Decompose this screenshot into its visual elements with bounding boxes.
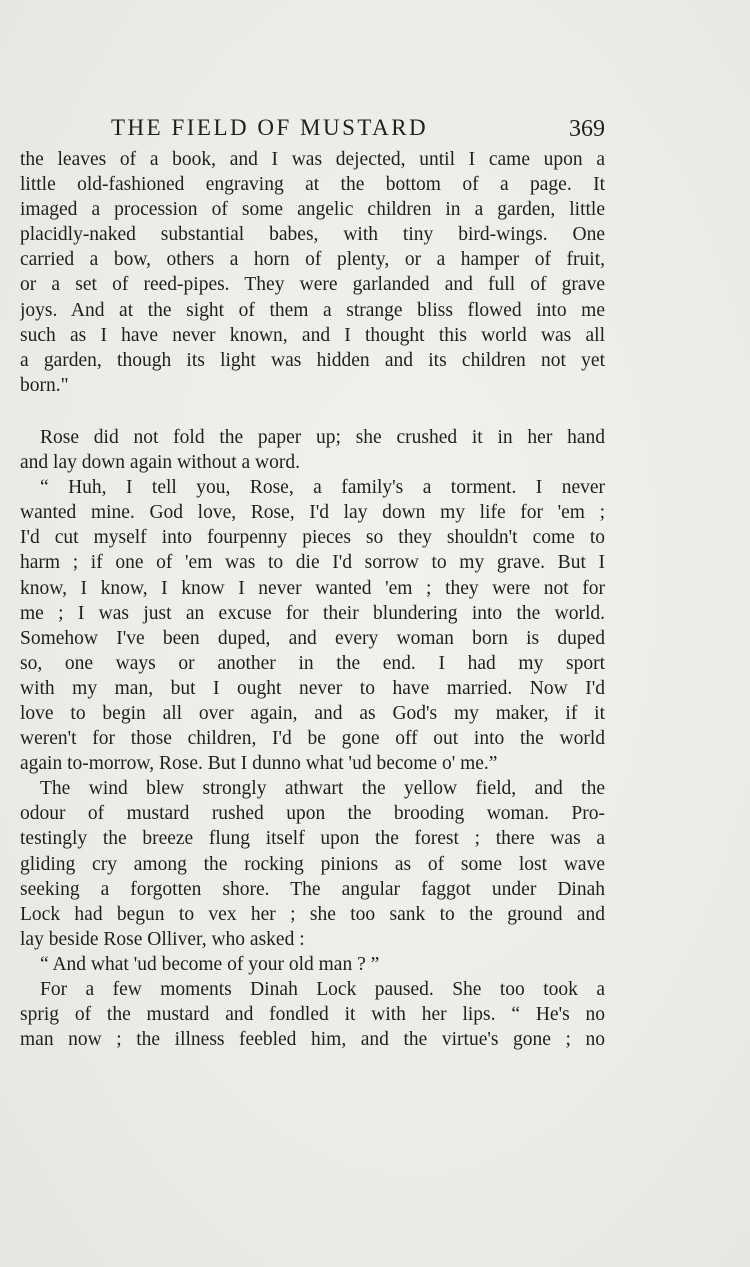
text-line: placidly-naked substantial babes, with tiny bird-wings. One xyxy=(20,224,605,246)
text-line: Rose did not fold the paper up; she crushed it in her hand xyxy=(40,426,605,448)
text-line: man now ; the illness feebled him, and the virtue's gone ; no xyxy=(20,1029,605,1051)
body-text xyxy=(20,147,605,1052)
paragraph xyxy=(20,147,605,398)
paragraph xyxy=(20,776,605,952)
text-line: “ Huh, I tell you, Rose, a family's a torment. I never xyxy=(40,477,605,499)
running-title: THE FIELD OF MUSTARD xyxy=(111,115,429,140)
text-line: For a few moments Dinah Lock paused. She too took a xyxy=(40,979,605,1000)
text-line: know, I know, I know I never wanted 'em ; they were not for xyxy=(20,577,605,599)
text-line: weren't for those children, I'd be gone off out into the world xyxy=(20,728,605,750)
text-line: love to begin all over again, and as God's my maker, if it xyxy=(20,702,605,724)
text-line: odour of mustard rushed upon the brooding woman. Pro- xyxy=(20,803,605,825)
text-line: or a set of reed-pipes. They were garlanded and full of grave xyxy=(20,274,605,296)
text-line: carried a bow, others a horn of plenty, or a hamper of fruit, xyxy=(20,249,605,271)
paragraph xyxy=(20,977,605,1052)
text-line: The wind blew strongly athwart the yellow field, and the xyxy=(40,778,605,800)
text-line: sprig of the mustard and fondled it with her lips. “ He's no xyxy=(20,1004,605,1026)
text-line: such as I have never known, and I thought this world was all xyxy=(20,324,605,346)
paragraph xyxy=(20,475,605,776)
text-line: the leaves of a book, and I was dejected, until I came upon a xyxy=(20,149,605,170)
text-line: gliding cry among the rocking pinions as of some lost wave xyxy=(20,853,605,875)
text-line: lay beside Rose Olliver, who asked : xyxy=(20,928,305,950)
text-line: Somehow I've been duped, and every woman born is duped xyxy=(20,627,605,649)
text-line: “ And what 'ud become of your old man ? ” xyxy=(40,953,380,975)
text-line: testingly the breeze flung itself upon the forest ; there was a xyxy=(20,828,605,850)
text-line: wanted mine. God love, Rose, I'd lay down my life for 'em ; xyxy=(20,502,605,524)
text-line: joys. And at the sight of them a strange bliss flowed into me xyxy=(20,299,605,321)
text-line: imaged a procession of some angelic children in a garden, little xyxy=(20,199,605,221)
text-line: Lock had begun to vex her ; she too sank to the ground and xyxy=(20,903,605,925)
text-line: I'd cut myself into fourpenny pieces so they shouldn't come to xyxy=(20,527,605,549)
text-line: a garden, though its light was hidden and its children not yet xyxy=(20,349,605,371)
text-line: with my man, but I ought never to have married. Now I'd xyxy=(20,677,605,699)
running-header xyxy=(20,110,605,146)
text-line: so, one ways or another in the end. I had my sport xyxy=(20,652,605,674)
text-line: again to-morrow, Rose. But I dunno what 'ud become o' me.” xyxy=(20,753,498,775)
text-line: seeking a forgotten shore. The angular faggot under Dinah xyxy=(20,878,605,900)
page-number: 369 xyxy=(569,116,605,142)
text-line: harm ; if one of 'em was to die I'd sorrow to my grave. But I xyxy=(20,552,605,574)
paragraph xyxy=(20,952,605,977)
paragraph xyxy=(20,425,605,475)
paragraph-gap xyxy=(20,398,605,425)
text-line: born." xyxy=(20,374,69,396)
text-line: me ; I was just an excuse for their blundering into the world. xyxy=(20,602,605,624)
text-line: little old-fashioned engraving at the bottom of a page. It xyxy=(20,174,605,196)
text-line: and lay down again without a word. xyxy=(20,452,300,474)
